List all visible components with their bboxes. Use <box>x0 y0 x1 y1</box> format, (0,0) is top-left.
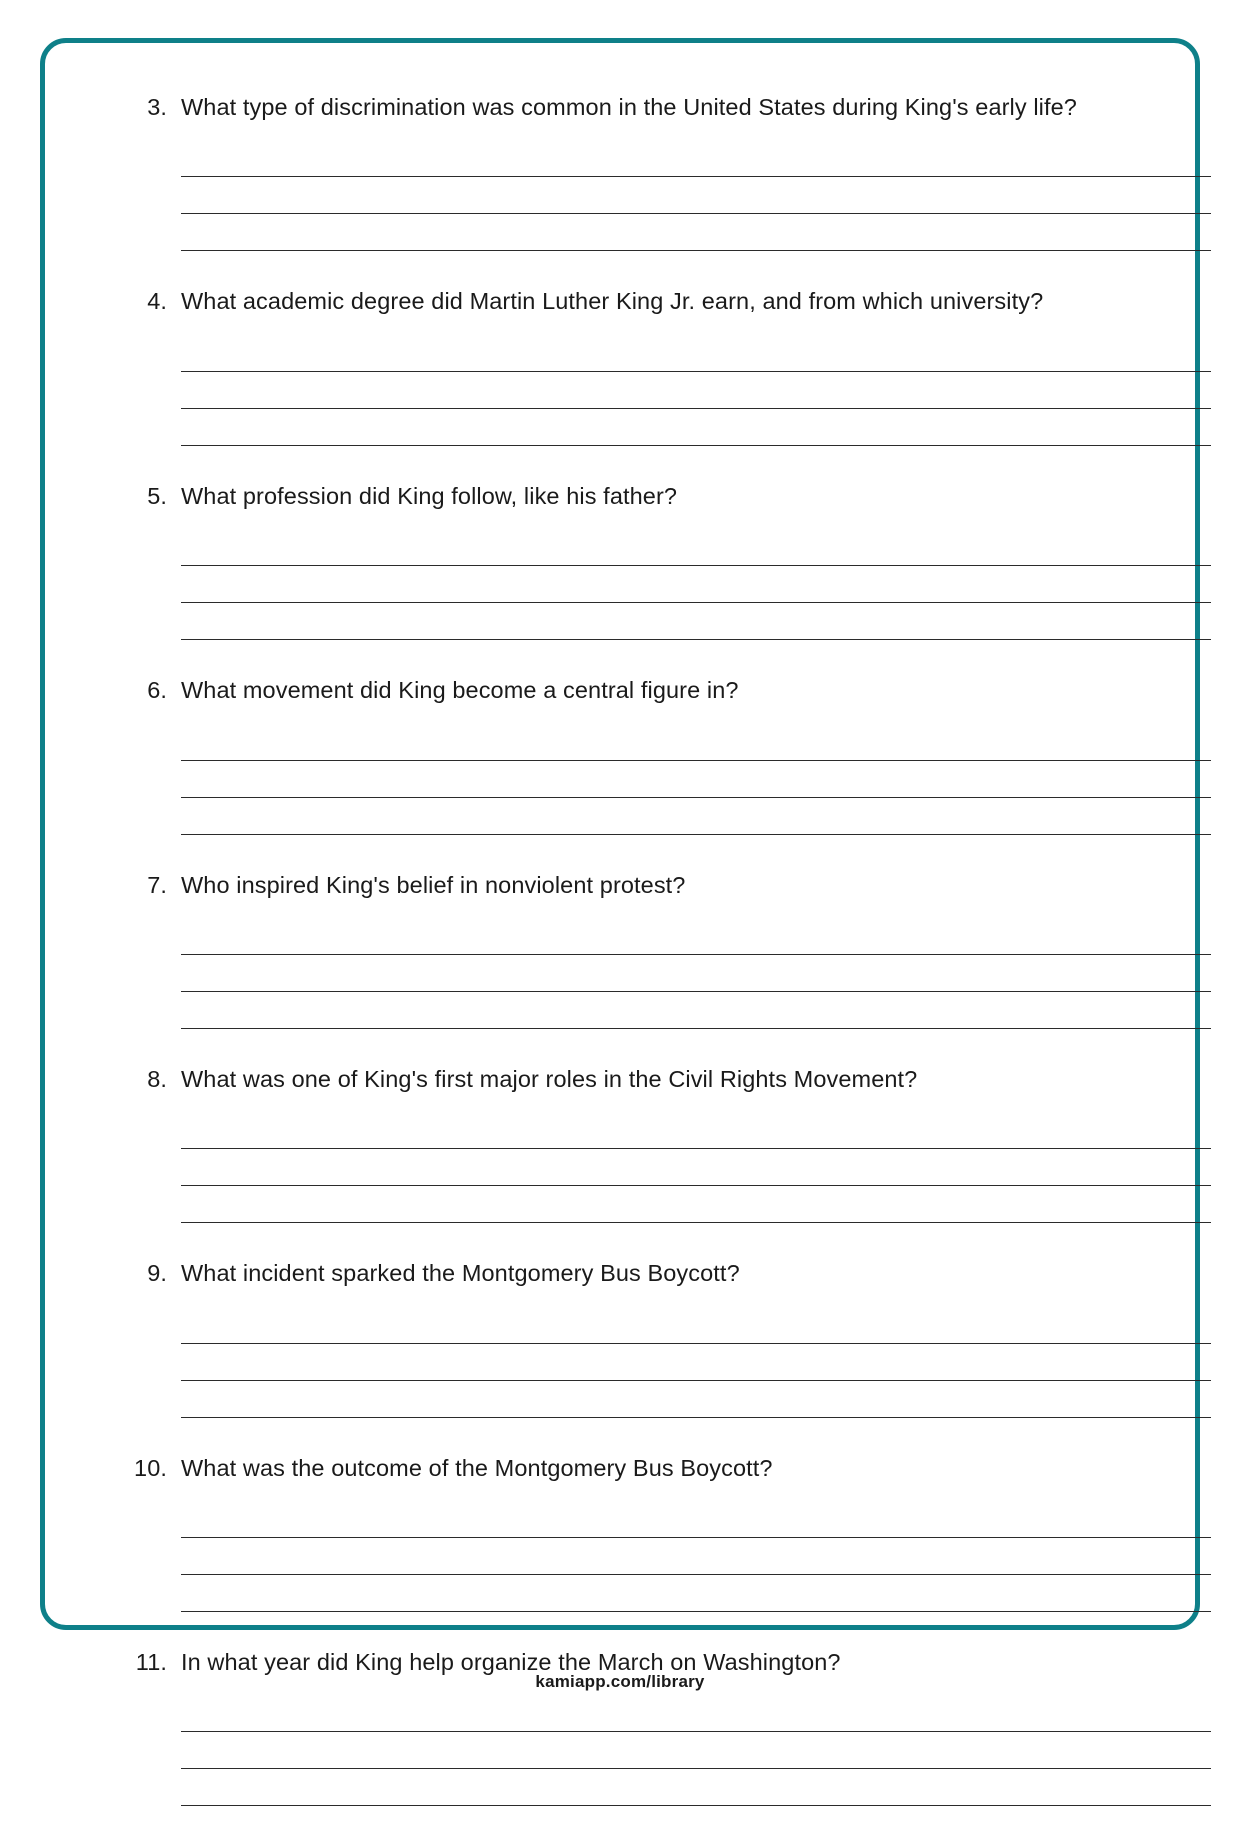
question-text: What was the outcome of the Montgomery Bus Boycott? <box>181 1454 773 1481</box>
question-row <box>123 676 1213 705</box>
answer-line[interactable] <box>181 798 1211 835</box>
answer-lines[interactable] <box>181 918 1211 1029</box>
answer-line[interactable] <box>181 603 1211 640</box>
question-item <box>123 93 1213 251</box>
answer-line[interactable] <box>181 1344 1211 1381</box>
questions-list <box>123 93 1213 1842</box>
answer-line[interactable] <box>181 177 1211 214</box>
question-row <box>123 1259 1213 1288</box>
answer-line[interactable] <box>181 1307 1211 1344</box>
question-row <box>123 482 1213 511</box>
answer-line[interactable] <box>181 529 1211 566</box>
answer-line[interactable] <box>181 214 1211 251</box>
answer-line[interactable] <box>181 992 1211 1029</box>
answer-line[interactable] <box>181 1501 1211 1538</box>
answer-line[interactable] <box>181 1575 1211 1612</box>
answer-lines[interactable] <box>181 1695 1211 1806</box>
question-number: 11. <box>135 1649 167 1675</box>
answer-line[interactable] <box>181 372 1211 409</box>
answer-line[interactable] <box>181 335 1211 372</box>
question-item <box>123 1065 1213 1223</box>
answer-line[interactable] <box>181 409 1211 446</box>
question-text: What was one of King's first major roles in the Civil Rights Movement? <box>181 1065 918 1092</box>
answer-line[interactable] <box>181 724 1211 761</box>
answer-line[interactable] <box>181 761 1211 798</box>
answer-line[interactable] <box>181 1381 1211 1418</box>
answer-lines[interactable] <box>181 1501 1211 1612</box>
answer-lines[interactable] <box>181 529 1211 640</box>
question-text: What type of discrimination was common in the United States during King's early life? <box>181 94 1077 120</box>
question-text: What incident sparked the Montgomery Bus Boycott? <box>181 1260 740 1287</box>
worksheet-border <box>40 38 1200 1675</box>
answer-line[interactable] <box>181 955 1211 992</box>
question-item <box>123 287 1213 445</box>
answer-line[interactable] <box>181 1732 1211 1769</box>
answer-lines[interactable] <box>181 140 1211 251</box>
answer-lines[interactable] <box>181 724 1211 835</box>
answer-line[interactable] <box>181 1769 1211 1806</box>
answer-line[interactable] <box>181 1695 1211 1732</box>
question-text: What academic degree did Martin Luther King Jr. earn, and from which university? <box>181 288 1044 315</box>
question-number: 6. <box>147 677 167 704</box>
question-text: Who inspired King's belief in nonviolent protest? <box>181 871 686 898</box>
question-number: 4. <box>147 288 167 315</box>
question-row <box>123 1065 1213 1094</box>
answer-line[interactable] <box>181 1538 1211 1575</box>
question-number: 9. <box>147 1260 167 1287</box>
question-text: In what year did King help organize the March on Washington? <box>181 1649 841 1675</box>
question-item <box>123 1454 1213 1612</box>
question-text: What profession did King follow, like his father? <box>181 482 678 509</box>
answer-line[interactable] <box>181 140 1211 177</box>
answer-line[interactable] <box>181 1149 1211 1186</box>
answer-line[interactable] <box>181 918 1211 955</box>
answer-lines[interactable] <box>181 335 1211 446</box>
answer-line[interactable] <box>181 1186 1211 1223</box>
question-row <box>123 871 1213 900</box>
answer-lines[interactable] <box>181 1112 1211 1223</box>
question-row <box>123 93 1213 122</box>
question-number: 3. <box>147 94 167 120</box>
answer-lines[interactable] <box>181 1307 1211 1418</box>
answer-line[interactable] <box>181 1112 1211 1149</box>
question-number: 10. <box>134 1454 167 1481</box>
question-number: 5. <box>147 482 167 509</box>
question-number: 7. <box>147 871 167 898</box>
question-number: 8. <box>147 1065 167 1092</box>
question-item <box>123 482 1213 640</box>
answer-line[interactable] <box>181 566 1211 603</box>
question-row <box>123 1454 1213 1483</box>
question-item <box>123 676 1213 834</box>
footer-link[interactable]: kamiapp.com/library <box>535 1672 705 1691</box>
question-item <box>123 1259 1213 1417</box>
question-row <box>123 287 1213 316</box>
question-text: What movement did King become a central figure in? <box>181 677 739 704</box>
question-item <box>123 871 1213 1029</box>
